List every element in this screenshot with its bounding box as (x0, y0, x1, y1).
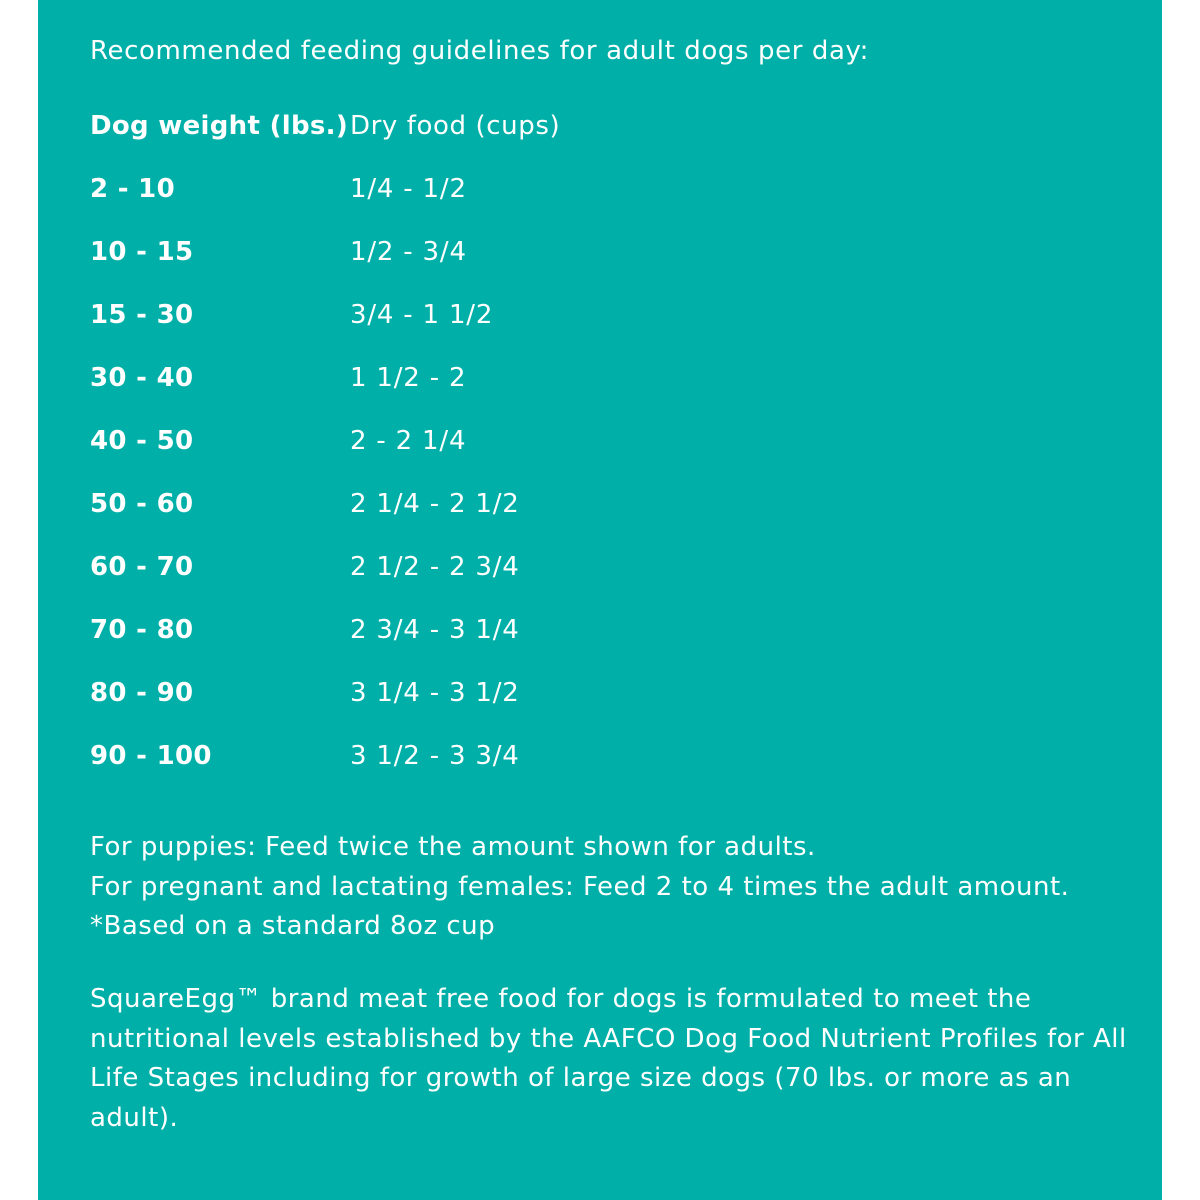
food-cell: 3/4 - 1 1/2 (350, 300, 494, 330)
weight-cell: 40 - 50 (90, 426, 194, 456)
weight-cell: 10 - 15 (90, 237, 194, 267)
weight-cell: 70 - 80 (90, 615, 194, 645)
food-cell: 1/4 - 1/2 (350, 174, 467, 204)
food-cell: 2 - 2 1/4 (350, 426, 467, 456)
header-dry-food: Dry food (cups) (350, 111, 561, 141)
food-cell: 3 1/2 - 3 3/4 (350, 741, 520, 771)
food-cell: 2 3/4 - 3 1/4 (350, 615, 520, 645)
weight-cell: 15 - 30 (90, 300, 194, 330)
food-cell: 1 1/2 - 2 (350, 363, 467, 393)
food-cell: 3 1/4 - 3 1/2 (350, 678, 520, 708)
weight-cell: 50 - 60 (90, 489, 194, 519)
food-cell: 1/2 - 3/4 (350, 237, 467, 267)
food-cell: 2 1/4 - 2 1/2 (350, 489, 520, 519)
weight-cell: 60 - 70 (90, 552, 194, 582)
weight-cell: 30 - 40 (90, 363, 194, 393)
weight-cell: 90 - 100 (90, 741, 212, 771)
cup-note: *Based on a standard 8oz cup (90, 911, 496, 941)
pregnant-note: For pregnant and lactating females: Feed 2 to 4 times the adult amount. (90, 871, 1070, 902)
food-cell: 2 1/2 - 2 3/4 (350, 552, 520, 582)
feeding-guide-panel (38, 0, 1162, 1200)
puppies-note: For puppies: Feed twice the amount shown for adults. (90, 832, 816, 862)
feeding-notes (90, 828, 1069, 947)
aafco-disclaimer: SquareEgg™ brand meat free food for dogs is formulated to meet the nutritional levels established by the AAFCO Dog Food Nutrient Profiles for All Life Stages including for growth of large size dogs (70 lbs. or more as an adult). (90, 984, 1127, 1133)
weight-cell: 2 - 10 (90, 174, 175, 204)
header-dog-weight: Dog weight (lbs.) (90, 111, 349, 141)
weight-cell: 80 - 90 (90, 678, 194, 708)
intro-text: Recommended feeding guidelines for adult dogs per day: (90, 36, 869, 66)
